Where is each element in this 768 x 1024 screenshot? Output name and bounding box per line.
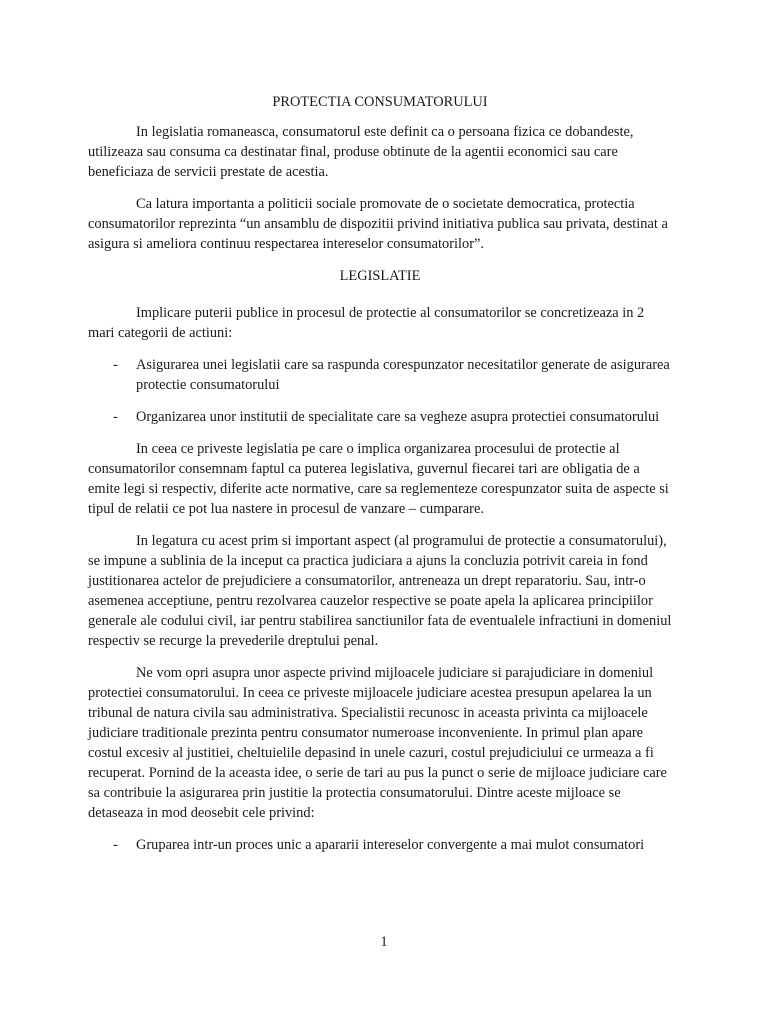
- section-heading-legislatie: LEGISLATIE: [339, 268, 421, 284]
- section-intro-paragraph: Implicare puterii publice in procesul de protectie al consumatorilor se concretizeaza in 2 mari categorii de actiuni:: [88, 305, 645, 341]
- body-paragraph-3: Ne vom opri asupra unor aspecte privind mijloacele judiciare si parajudiciare in domeniul protectiei consumatorului. In ceea ce priveste mijloacele judiciare acestea presupun apelarea la un tribunal de natura civila sau administrativa. Specialistii recunosc in aceasta privinta ca mijloacele judiciare traditionale prezinta pentru consumator numeroase inconveniente. In primul plan apare costul excesiv al justitiei, cheltuielile depasind in unele cazuri, costul prejudiciului ce urmeaza a fi recuperat. Pornind de la aceasta idee, o serie de tari au pus la punct o serie de mijloace judiciare care sa contribuie la asigurarea prin justitie la protectia consumatorului. Dintre aceste mijloace se detaseaza in mod deosebit cele privind:: [88, 665, 667, 821]
- list-dash-marker: -: [113, 357, 118, 373]
- list-dash-marker: -: [113, 409, 118, 425]
- body-paragraph-1: In ceea ce priveste legislatia pe care o implica organizarea procesului de protectie al consumatorilor consemnam faptul ca puterea legislativa, guvernul fiecarei tari are obligatia de a emite legi si respectiv, diferite acte normative, care sa reglementeze corespunzator suita de aspecte si tipul de relatii ce pot lua nastere in procesul de vanzare – cumparare.: [88, 441, 669, 517]
- list-dash-marker: -: [113, 837, 118, 853]
- document-title: PROTECTIA CONSUMATORULUI: [272, 94, 488, 110]
- body-paragraph-2: In legatura cu acest prim si important aspect (al programului de protectie a consumatorului), se impune a sublinia de la inceput ca practica judiciara a ajuns la concluzia potrivit careia in fond justitionarea actelor de prejudiciere a consumatorilor, antreneaza un drept reparatoriu. Sau, intr-o asemenea acceptiune, pentru rezolvarea cauzelor respective se poate apela la aplicarea principiilor generale ale codului civil, iar pentru stabilirea sanctiunilor fata de eventualele infractiuni in domeniul respectiv se recurge la prevederile dreptului penal.: [88, 533, 672, 649]
- actions-list: [88, 355, 672, 427]
- intro-paragraph-2: Ca latura importanta a politicii sociale promovate de o societate democratica, protectia consumatorilor reprezinta “un ansamblu de dispozitii privind initiativa publica sau privata, destinat a asigura si ameliora continuu respectarea intereselor consumatorilor”.: [88, 196, 668, 252]
- list-item-text: Organizarea unor institutii de specialitate care sa vegheze asupra protectiei consumatorului: [136, 409, 660, 425]
- judicial-means-list: [88, 835, 672, 855]
- list-item: [88, 835, 672, 855]
- list-item: [88, 407, 672, 427]
- intro-paragraph-1: In legislatia romaneasca, consumatorul este definit ca o persoana fizica ce dobandeste, utilizeaza sau consuma ca destinatar final, produse obtinute de la agentii economici sau care beneficiaza de servicii prestate de acestia.: [88, 124, 634, 180]
- document-body: [88, 92, 672, 867]
- list-item: [88, 355, 672, 395]
- page-number: 1: [380, 934, 388, 950]
- list-item-text: Asigurarea unei legislatii care sa raspunda corespunzator necesitatilor generate de asigurarea protectie consumatorului: [136, 357, 670, 393]
- list-item-text: Gruparea intr-un proces unic a apararii intereselor convergente a mai mulot consumatori: [136, 837, 645, 853]
